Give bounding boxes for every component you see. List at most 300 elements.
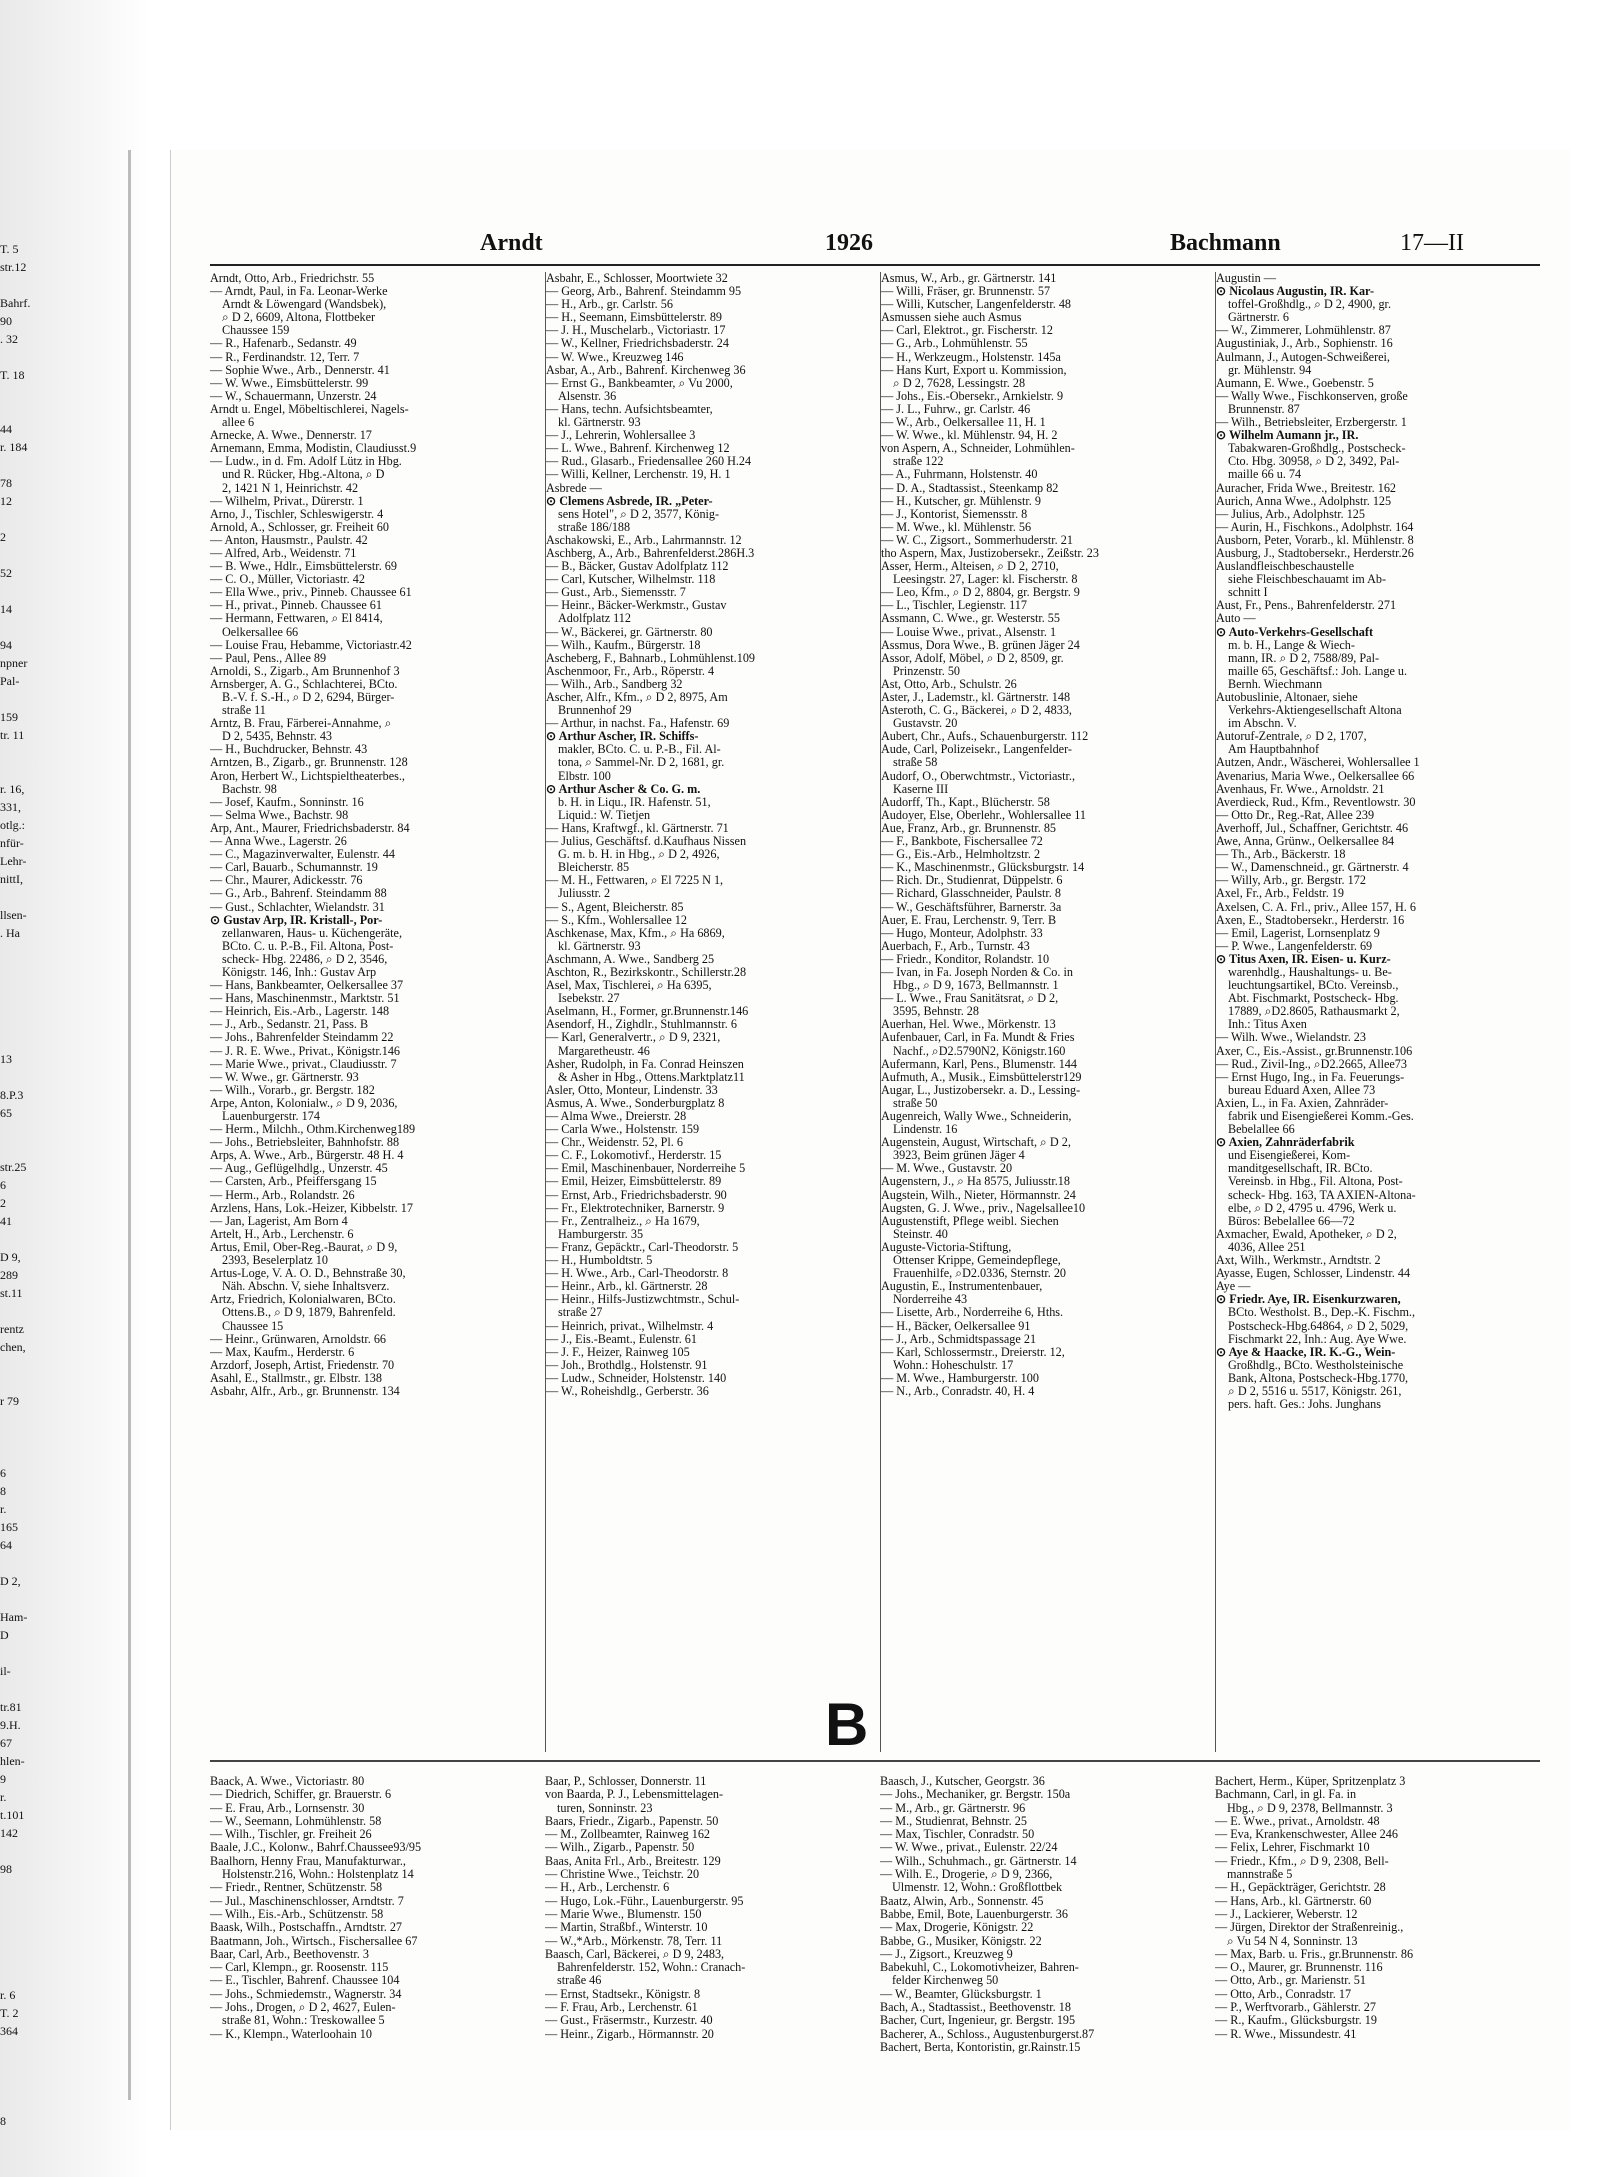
directory-entry: Augsten, G. J. Wwe., priv., Nagelsallee10	[881, 1201, 1086, 1215]
directory-entry: Aude, Carl, Polizeisekr., Langenfelder-	[881, 743, 1072, 757]
directory-entry: turen, Sonninstr. 23	[557, 1801, 653, 1815]
directory-entry: Adolfplatz 112	[558, 612, 631, 626]
directory-entry: — Louise Wwe., privat., Alsenstr. 1	[881, 625, 1057, 639]
directory-entry: — Gust., Fräsermstr., Kurzestr. 40	[545, 2014, 713, 2028]
margin-fragment: tr.81	[0, 1700, 22, 1714]
directory-entry: — W., Seemann, Lohmühlenstr. 58	[210, 1814, 382, 1828]
directory-entry: — M. Wwe., kl. Mühlenstr. 56	[881, 520, 1032, 534]
directory-entry: — Carla Wwe., Holstenstr. 159	[546, 1123, 700, 1137]
directory-entry: Ausborn, Peter, Vorarb., kl. Mühlenstr. 8	[1216, 533, 1414, 547]
directory-entry: — Aurin, H., Fischkons., Adolphstr. 164	[1216, 520, 1414, 534]
directory-entry: — M. Wwe., Gustavstr. 20	[881, 1162, 1013, 1176]
directory-entry: — Carl, Klempn., gr. Roosenstr. 115	[210, 1961, 389, 1975]
directory-entry: Abt. Fischmarkt, Postscheck- Hbg.	[1228, 992, 1399, 1006]
margin-fragment	[0, 2076, 120, 2094]
directory-entry: ⌕ D 2, 5516 u. 5517, Königstr. 261,	[1228, 1384, 1402, 1398]
previous-page-margin-fragments	[0, 240, 120, 2130]
directory-entry: — Louise Frau, Hebamme, Victoriastr.42	[210, 638, 412, 652]
directory-entry: ⊙ Arthur Ascher & Co. G. m.	[546, 782, 701, 796]
directory-entry: Ausburg, J., Stadtobersekr., Herderstr.26	[1216, 546, 1414, 560]
directory-entry: Margaretheustr. 46	[558, 1044, 650, 1058]
directory-entry: Aschton, R., Bezirkskontr., Schillerstr.28	[546, 965, 747, 979]
directory-entry: Arnemann, Emma, Modistin, Claudiusst.9	[210, 442, 417, 456]
directory-entry: — W., Kellner, Friedrichsbaderstr. 24	[546, 337, 729, 351]
directory-entry: ⊙ Nicolaus Augustin, IR. Kar-	[1216, 285, 1375, 299]
directory-entry: — Anna Wwe., Lagerstr. 26	[210, 835, 347, 849]
directory-entry: Bernh. Wiechmann	[1228, 677, 1323, 691]
directory-entry: Asendorf, H., Zighdlr., Stuhlmannstr. 6	[546, 1018, 737, 1032]
directory-entry: — H., Seemann, Eimsbüttelerstr. 89	[546, 311, 723, 325]
margin-fragment	[0, 762, 120, 780]
directory-entry: — Carl, Elektrot., gr. Fischerstr. 12	[881, 324, 1053, 338]
directory-entry: — Fr., Zentralheiz., ⌕ Ha 1679,	[546, 1214, 700, 1228]
directory-entry: — Heinrich, privat., Wilhelmstr. 4	[546, 1319, 714, 1333]
directory-entry: ⌕ D 2, 6609, Altona, Flottbeker	[222, 311, 376, 325]
margin-fragment	[0, 384, 120, 402]
page-fold-line	[128, 150, 131, 2100]
margin-fragment: T. 18	[0, 368, 25, 382]
directory-entry: Assor, Adolf, Möbel, ⌕ D 2, 8509, gr.	[881, 651, 1064, 665]
directory-entry: Hbg., ⌕ D 9, 1673, Bellmannstr. 1	[893, 979, 1059, 993]
directory-entry: — Johs., Betriebsleiter, Bahnhofstr. 88	[210, 1136, 400, 1150]
directory-entry: Chaussee 159	[222, 324, 290, 338]
directory-entry: pers. haft. Ges.: Johs. Junghans	[1228, 1398, 1382, 1412]
directory-entry: — M., Zollbeamter, Rainweg 162	[545, 1828, 711, 1842]
directory-entry: — Eva, Krankenschwester, Allee 246	[1215, 1828, 1398, 1842]
directory-entry: — Jul., Maschinenschlosser, Arndtstr. 7	[210, 1894, 404, 1908]
directory-entry: Liquid.: W. Tietjen	[558, 808, 651, 822]
directory-entry: — Friedr., Kfm., ⌕ D 9, 2308, Bell-	[1215, 1854, 1389, 1868]
directory-entry: — Willi, Kutscher, Langenfelderstr. 48	[881, 298, 1072, 312]
directory-entry: — Carsten, Arb., Pfeiffersgang 15	[210, 1175, 377, 1189]
directory-entry: gr. Mühlenstr. 94	[1228, 363, 1312, 377]
directory-entry: straße 186/188	[558, 520, 631, 534]
directory-entry: Baack, A. Wwe., Victoriastr. 80	[210, 1775, 365, 1788]
directory-entry: — Hans, Maschinenmstr., Marktstr. 51	[210, 992, 400, 1006]
directory-entry: — Ernst, Arb., Friedrichsbaderstr. 90	[546, 1188, 727, 1202]
directory-entry: — W. Wwe., privat., Eulenstr. 22/24	[880, 1841, 1058, 1855]
directory-entry: — Hermann, Fettwaren, ⌕ El 8414,	[210, 612, 383, 626]
directory-entry: Artus-Loge, V. A. O. D., Behnstraße 30,	[210, 1267, 406, 1281]
directory-entry: — H., Buchdrucker, Behnstr. 43	[210, 743, 368, 757]
directory-entry: Asbrede —	[546, 481, 602, 495]
directory-entry: Augenstern, J., ⌕ Ha 8575, Juliusstr.18	[881, 1175, 1070, 1189]
directory-entry: — Friedr., Rentner, Schützenstr. 58	[210, 1881, 383, 1895]
directory-entry: — Herm., Arb., Rolandstr. 26	[210, 1188, 355, 1202]
margin-fragment	[0, 456, 120, 474]
margin-fragment: nfür-	[0, 836, 24, 850]
directory-entry: Gärtnerstr. 6	[1228, 311, 1289, 325]
directory-entry: Am Hauptbahnhof	[1228, 743, 1320, 757]
directory-entry: 3923, Beim grünen Jäger 4	[893, 1149, 1025, 1163]
margin-fragment	[0, 996, 120, 1014]
directory-entry: — Josef, Kaufm., Sonninstr. 16	[210, 795, 364, 809]
directory-entry: scheck- Hbg. 163, TA AXIEN-Altona-	[1228, 1188, 1416, 1202]
directory-entry: BCto. C. u. P.-B., Fil. Altona, Post-	[222, 939, 394, 953]
directory-entry: — Marie Wwe., privat., Claudiusstr. 7	[210, 1057, 397, 1071]
directory-entry: Asbar, A., Arb., Bahrenf. Kirchenweg 36	[546, 363, 746, 377]
margin-fragment: r.	[0, 1502, 7, 1516]
margin-fragment: 94	[0, 638, 12, 652]
directory-entry: — Fr., Elektrotechniker, Barnerstr. 9	[546, 1201, 725, 1215]
margin-fragment	[0, 1950, 120, 1968]
directory-entry: — Carl, Kutscher, Wilhelmstr. 118	[546, 573, 716, 587]
directory-entry: — Wilh., Kaufm., Bürgerstr. 18	[546, 638, 701, 652]
directory-entry: Arntzen, B., Zigarb., gr. Brunnenstr. 128	[210, 756, 408, 770]
directory-entry: — P., Werftvorarb., Gählerstr. 27	[1215, 2001, 1376, 2015]
directory-entry: Vereinsb. in Hbg., Fil. Altona, Post-	[1228, 1175, 1403, 1189]
directory-entry: Augustenstift, Pflege weibl. Siechen	[881, 1214, 1059, 1228]
directory-entry: ⊙ Titus Axen, IR. Eisen- u. Kurz-	[1216, 952, 1391, 966]
margin-fragment: rentz	[0, 1322, 24, 1336]
directory-entry: — Heinrich, Eis.-Arb., Lagerstr. 148	[210, 1005, 390, 1019]
directory-entry: Auerbach, F., Arb., Turnstr. 43	[881, 939, 1030, 953]
directory-entry: Arndt u. Engel, Möbeltischlerei, Nagels-	[210, 402, 409, 416]
directory-entry: Oelkersallee 66	[222, 625, 299, 639]
directory-entry: — Joh., Brothdlg., Holstenstr. 91	[546, 1358, 708, 1372]
directory-columns-a	[210, 272, 1540, 1752]
directory-entry: — H., Kutscher, gr. Mühlenstr. 9	[881, 494, 1041, 508]
margin-fragment: 142	[0, 1826, 18, 1840]
directory-entry: & Asher in Hbg., Ottens.Marktplatz11	[558, 1070, 745, 1084]
margin-fragment: str.12	[0, 260, 27, 274]
directory-entry: — R., Kaufm., Glücksburgstr. 19	[1215, 2014, 1377, 2028]
directory-entry: — Gust., Schlachter, Wielandstr. 31	[210, 900, 385, 914]
directory-entry: — Johs., Eis.-Obersekr., Arnkielstr. 9	[881, 389, 1064, 403]
directory-entry: Asel, Max, Tischlerei, ⌕ Ha 6395,	[546, 979, 712, 993]
directory-entry: Asler, Otto, Monteur, Lindenstr. 33	[546, 1083, 718, 1097]
directory-entry: — W.,*Arb., Mörkenstr. 78, Terr. 11	[545, 1934, 723, 1948]
directory-entry: — W., Roheishdlg., Gerberstr. 36	[546, 1384, 709, 1398]
directory-entry: — Hugo, Lok.-Führ., Lauenburgerstr. 95	[545, 1894, 744, 1908]
margin-fragment: 6	[0, 1178, 6, 1192]
directory-entry: Kaserne III	[893, 782, 949, 796]
directory-entry: Axer, C., Eis.-Assist., gr.Brunnenstr.106	[1216, 1044, 1413, 1058]
directory-entry: Ottens.B., ⌕ D 9, 1879, Bahrenfeld.	[222, 1306, 396, 1320]
directory-entry: Avenarius, Maria Wwe., Oelkersallee 66	[1216, 769, 1415, 783]
directory-entry: — H., privat., Pinneb. Chaussee 61	[210, 599, 382, 613]
directory-entry: Awe, Anna, Grünw., Oelkersallee 84	[1216, 835, 1395, 849]
directory-entry: — S., Kfm., Wohlersallee 12	[546, 913, 687, 927]
directory-entry: im Abschn. V.	[1228, 717, 1297, 731]
directory-entry: ⊙ Arthur Ascher, IR. Schiffs-	[546, 730, 699, 744]
directory-entry: — J., Arb., Schmidtspassage 21	[881, 1332, 1037, 1346]
margin-fragment: tr. 11	[0, 728, 25, 742]
margin-fragment	[0, 1122, 120, 1140]
directory-entry: Wohn.: Hoheschulstr. 17	[893, 1358, 1014, 1372]
directory-entry: Bacher, Curt, Ingenieur, gr. Bergstr. 195	[880, 2014, 1076, 2028]
directory-entry: — W. Wwe., Kreuzweg 146	[546, 350, 684, 364]
directory-entry: — Hugo, Monteur, Adolphstr. 33	[881, 926, 1043, 940]
margin-fragment: D 9,	[0, 1250, 21, 1264]
directory-entry: — Georg, Arb., Bahrenf. Steindamm 95	[546, 285, 742, 299]
directory-entry: — G., Eis.-Arb., Helmholtzstr. 2	[881, 848, 1041, 862]
directory-entry: — Heinr., Zigarb., Hörmannstr. 20	[545, 2027, 714, 2041]
directory-entry: — J. H., Muschelarb., Victoriastr. 17	[546, 324, 726, 338]
column-1	[210, 272, 525, 1752]
directory-entry: Augustiniak, J., Arb., Sophienstr. 16	[1216, 337, 1393, 351]
directory-entry: und Eisengießerei, Kom-	[1228, 1149, 1351, 1163]
directory-entry: straße 27	[558, 1306, 603, 1320]
directory-entry: toffel-Großhdlg., ⌕ D 2, 4900, gr.	[1228, 298, 1391, 312]
directory-entry: — Aug., Geflügelhdlg., Unzerstr. 45	[210, 1162, 388, 1176]
header-last-entry: Bachmann	[1170, 230, 1281, 256]
directory-entry: Chaussee 15	[222, 1319, 284, 1333]
directory-entry: Asteroth, C. G., Bäckerei, ⌕ D 2, 4833,	[881, 704, 1072, 718]
directory-entry: Brunnenhof 29	[558, 704, 632, 718]
directory-entry: — Wilh., Zigarb., Papenstr. 50	[545, 1841, 695, 1855]
directory-entry: — Franz, Gepäcktr., Carl-Theodorstr. 5	[546, 1240, 739, 1254]
header-rule	[210, 264, 1540, 266]
directory-entry: — Paul, Pens., Allee 89	[210, 651, 327, 665]
directory-entry: — Max, Barb. u. Fris., gr.Brunnenstr. 86	[1215, 1947, 1414, 1961]
b-column-4	[1215, 1775, 1530, 2095]
directory-entry: — P. Wwe., Langenfelderstr. 69	[1216, 939, 1373, 953]
margin-fragment	[0, 2094, 120, 2112]
directory-entry: — Willi, Fräser, gr. Brunnenstr. 57	[881, 285, 1051, 299]
directory-entry: — C. F., Lokomotivf., Herderstr. 15	[546, 1149, 722, 1163]
column-3	[880, 272, 1196, 1752]
directory-entry: Asmus, A. Wwe., Sonderburgplatz 8	[546, 1096, 725, 1110]
directory-entry: B.-V. f. S.-H., ⌕ D 2, 6294, Bürger-	[222, 691, 395, 704]
directory-entry: Assmus, Dora Wwe., B. grünen Jäger 24	[881, 638, 1080, 652]
directory-entry: Auto —	[1216, 612, 1256, 626]
directory-entry: — W., Geschäftsführer, Barnerstr. 3a	[881, 900, 1062, 914]
directory-entry: — W., Zimmerer, Lohmühlenstr. 87	[1216, 324, 1391, 338]
directory-entry: — C. O., Müller, Victoriastr. 42	[210, 573, 365, 587]
directory-entry: — Rud., Zivil-Ing., ⌕D2.2665, Allee73	[1216, 1057, 1407, 1071]
directory-entry: — D. A., Stadtassist., Steenkamp 82	[881, 481, 1059, 495]
directory-entry: elbe, ⌕ D 2, 4795 u. 4796, Werk u.	[1228, 1201, 1397, 1215]
margin-fragment: 78	[0, 476, 12, 490]
directory-entry: Asser, Herm., Alteisen, ⌕ D 2, 2710,	[881, 560, 1059, 574]
directory-entry: 3595, Behnstr. 28	[893, 1005, 979, 1019]
directory-entry: Axel, Fr., Arb., Feldstr. 19	[1216, 887, 1344, 901]
directory-entry: Baale, J.C., Kolonw., Bahrf.Chaussee93/95	[210, 1841, 422, 1855]
margin-fragment: 8	[0, 1484, 6, 1498]
directory-entry: — B., Bäcker, Gustav Adolfplatz 112	[546, 560, 729, 574]
directory-entry: Aurich, Anna Wwe., Adolphstr. 125	[1216, 494, 1392, 508]
directory-entry: tona, ⌕ Sammel-Nr. D 2, 1681, gr.	[558, 756, 725, 770]
directory-entry: 2393, Beselerplatz 10	[222, 1254, 328, 1268]
directory-entry: bureau Eduard Axen, Allee 73	[1228, 1083, 1376, 1097]
directory-entry: — G., Arb., Lohmühlenstr. 55	[881, 337, 1028, 351]
directory-entry: Artz, Friedrich, Kolonialwaren, BCto.	[210, 1293, 396, 1307]
margin-fragment: r. 16,	[0, 782, 25, 796]
directory-entry: — Herm., Milchh., Othm.Kirchenweg189	[210, 1123, 416, 1137]
directory-entry: Auguste-Victoria-Stiftung,	[881, 1240, 1012, 1254]
directory-entry: Aufenbauer, Carl, in Fa. Mundt & Fries	[881, 1031, 1075, 1045]
directory-entry: Brunnenstr. 87	[1228, 402, 1300, 416]
directory-entry: Baars, Friedr., Zigarb., Papenstr. 50	[545, 1814, 719, 1828]
directory-entry: Augustin, E., Instrumentenbauer,	[881, 1280, 1043, 1294]
directory-entry: Verkehrs-Aktiengesellschaft Altona	[1228, 704, 1402, 718]
margin-fragment: . Ha	[0, 926, 20, 940]
directory-entry: — Friedr., Konditor, Rolandstr. 10	[881, 952, 1050, 966]
directory-entry: maille 65, Geschäftsf.: Joh. Lange u.	[1228, 664, 1408, 678]
directory-entry: — Wilh., Eis.-Arb., Schützenstr. 58	[210, 1907, 384, 1921]
directory-entry: — Otto, Arb., gr. Marienstr. 51	[1215, 1974, 1366, 1988]
margin-fragment: hlen-	[0, 1754, 25, 1768]
directory-entry: Aschenmoor, Fr., Arb., Röperstr. 4	[546, 664, 715, 678]
margin-fragment: chen,	[0, 1340, 26, 1354]
directory-entry: — Ludw., in d. Fm. Adolf Lütz in Hbg.	[210, 455, 402, 469]
directory-entry: Auracher, Frida Wwe., Breitestr. 162	[1216, 481, 1397, 495]
directory-entry: Frauenhilfe, ⌕D2.0336, Sternstr. 20	[893, 1267, 1067, 1281]
directory-entry: D 2, 5435, Behnstr. 43	[222, 730, 333, 744]
directory-entry: — Alfred, Arb., Weidenstr. 71	[210, 546, 357, 560]
directory-entry: manditgesellschaft, IR. BCto.	[1228, 1162, 1373, 1176]
margin-fragment: r. 6	[0, 1988, 16, 2002]
directory-entry: — Hans, techn. Aufsichtsbeamter,	[546, 402, 713, 416]
directory-entry: — R., Hafenarb., Sedanstr. 49	[210, 337, 357, 351]
directory-entry: Aulmann, J., Autogen-Schweißerei,	[1216, 350, 1390, 364]
directory-entry: — Wilh., Tischler, gr. Freiheit 26	[210, 1828, 372, 1842]
directory-entry: Baasch, J., Kutscher, Georgstr. 36	[880, 1775, 1045, 1788]
directory-entry: — E., Tischler, Bahrenf. Chaussee 104	[210, 1974, 400, 1988]
directory-entry: — Marie Wwe., Blumenstr. 150	[545, 1907, 702, 1921]
directory-entry: ⊙ Wilhelm Aumann jr., IR.	[1216, 429, 1359, 443]
margin-fragment: 8.P.3	[0, 1088, 24, 1102]
directory-entry: — Gust., Arb., Siemensstr. 7	[546, 586, 686, 600]
directory-entry: — H., Humboldtstr. 5	[546, 1254, 653, 1268]
directory-entry: Ast, Otto, Arb., Schulstr. 26	[881, 677, 1017, 691]
directory-entry: Holstenstr.216, Wohn.: Holstenplatz 14	[222, 1868, 414, 1882]
margin-fragment	[0, 1644, 120, 1662]
margin-fragment: 14	[0, 602, 12, 616]
margin-fragment	[0, 348, 120, 366]
directory-entry: Gustavstr. 20	[893, 717, 958, 731]
directory-entry: Cto. Hbg. 30958, ⌕ D 2, 3492, Pal-	[1228, 455, 1400, 469]
margin-fragment: t.101	[0, 1808, 25, 1822]
margin-fragment: il-	[0, 1664, 11, 1678]
directory-entry: — J. F., Heizer, Rainweg 105	[546, 1345, 690, 1359]
margin-fragment	[0, 1302, 120, 1320]
directory-entry: — Johs., Bahrenfelder Steindamm 22	[210, 1031, 394, 1045]
directory-entry: — Lisette, Arb., Norderreihe 6, Hths.	[881, 1306, 1064, 1320]
directory-entry: Arps, A. Wwe., Arb., Bürgerstr. 48 H. 4	[210, 1149, 404, 1163]
directory-entry: Näh. Abschn. V, siehe Inhaltsverz.	[222, 1280, 390, 1294]
directory-entry: Auer, E. Frau, Lerchenstr. 9, Terr. B	[881, 913, 1057, 927]
directory-entry: Arndt, Otto, Arb., Friedrichstr. 55	[210, 272, 375, 285]
margin-fragment: D 2,	[0, 1574, 21, 1588]
directory-entry: Axelsen, C. A. Frl., priv., Allee 157, H. 6	[1216, 900, 1416, 914]
directory-entry: Hbg., ⌕ D 9, 2378, Bellmannstr. 3	[1227, 1801, 1393, 1815]
margin-fragment	[0, 1410, 120, 1428]
directory-entry: leuchtungsartikel, BCto. Vereinsb.,	[1228, 979, 1399, 993]
directory-entry: — W. Wwe., Eimsbüttelerstr. 99	[210, 376, 369, 390]
directory-entry: — K., Maschinenmstr., Glücksburgstr. 14	[881, 861, 1085, 875]
directory-entry: mannstraße 5	[1227, 1868, 1293, 1882]
margin-fragment	[0, 1356, 120, 1374]
directory-entry: Augenstein, August, Wirtschaft, ⌕ D 2,	[881, 1136, 1071, 1150]
directory-entry: — Leo, Kfm., ⌕ D 2, 8804, gr. Bergstr. 9	[881, 586, 1080, 600]
directory-entry: — A., Fuhrmann, Holstenstr. 40	[881, 468, 1038, 482]
margin-fragment	[0, 582, 120, 600]
directory-entry: Artus, Emil, Ober-Reg.-Baurat, ⌕ D 9,	[210, 1240, 398, 1254]
directory-entry: Asbahr, Alfr., Arb., gr. Brunnenstr. 134	[210, 1384, 400, 1398]
directory-entry: — J., Eis.-Beamt., Eulenstr. 61	[546, 1332, 697, 1346]
directory-entry: — Max, Tischler, Conradstr. 50	[880, 1828, 1035, 1842]
directory-entry: — G., Arb., Bahrenf. Steindamm 88	[210, 887, 387, 901]
margin-fragment	[0, 690, 120, 708]
directory-entry: — Willy, Arb., gr. Bergstr. 172	[1216, 874, 1366, 888]
directory-entry: ⊙ Gustav Arp, IR. Kristall-, Por-	[210, 913, 383, 927]
margin-fragment	[0, 1680, 120, 1698]
directory-entry: ⊙ Clemens Asbrede, IR. „Peter-	[546, 494, 713, 508]
directory-entry: — Martin, Straßbf., Winterstr. 10	[545, 1921, 708, 1935]
directory-entry: Arp, Ant., Maurer, Friedrichsbaderstr. 84	[210, 821, 410, 835]
directory-entry: — Wilh., Arb., Sandberg 32	[546, 677, 683, 691]
directory-entry: mann, IR. ⌕ D 2, 7588/89, Pal-	[1228, 651, 1380, 665]
directory-entry: Babbe, G., Musiker, Königstr. 22	[880, 1934, 1042, 1948]
directory-entry: Norderreihe 43	[893, 1293, 968, 1307]
margin-fragment: 6	[0, 1466, 6, 1480]
margin-fragment: llsen-	[0, 908, 27, 922]
directory-entry: Baatz, Alwin, Arb., Sonnenstr. 45	[880, 1894, 1044, 1908]
directory-entry: — M., Arb., gr. Gärtnerstr. 96	[880, 1801, 1026, 1815]
directory-entry: — Jürgen, Direktor der Straßenreinig.,	[1215, 1921, 1404, 1935]
directory-entry: makler, BCto. C. u. P.-B., Fil. Al-	[558, 743, 721, 757]
directory-entry: Baas, Anita Frl., Arb., Breitestr. 129	[545, 1854, 721, 1868]
directory-entry: Artelt, H., Arb., Lerchenstr. 6	[210, 1227, 354, 1241]
directory-entry: Lauenburgerstr. 174	[222, 1110, 320, 1123]
directory-entry: Ayasse, Eugen, Schlosser, Lindenstr. 44	[1216, 1267, 1411, 1281]
directory-entry: — Hans, Bankbeamter, Oelkersallee 37	[210, 979, 404, 993]
directory-entry: Leesingstr. 27, Lager: kl. Fischerstr. 8	[893, 573, 1078, 587]
directory-entry: 17889, ⌕D2.8605, Rathausmarkt 2,	[1228, 1005, 1400, 1019]
directory-entry: tho Aspern, Max, Justizobersekr., Zeißstr. 23	[881, 546, 1099, 560]
directory-entry: ⌕ Vu 54 N 4, Sonninstr. 13	[1227, 1934, 1358, 1948]
directory-entry: — Johs., Drogen, ⌕ D 2, 4627, Eulen-	[210, 2001, 396, 2015]
directory-entry: Isebekstr. 27	[558, 992, 620, 1006]
directory-entry: Elbstr. 100	[558, 769, 611, 783]
margin-fragment: 41	[0, 1214, 12, 1228]
directory-entry: — Ernst Hugo, Ing., in Fa. Feuerungs-	[1216, 1070, 1405, 1084]
margin-fragment: npner	[0, 656, 28, 670]
directory-entry: — H. Wwe., Arb., Carl-Theodorstr. 8	[546, 1267, 729, 1281]
margin-fragment: 98	[0, 1862, 12, 1876]
directory-entry: ⊙ Friedr. Aye, IR. Eisenkurzwaren,	[1216, 1293, 1401, 1307]
margin-fragment	[0, 1878, 120, 1896]
directory-entry: Aselmann, H., Former, gr.Brunnenstr.146	[546, 1005, 749, 1019]
directory-entry: — J., Zigsort., Kreuzweg 9	[880, 1947, 1013, 1961]
directory-entry: — N., Arb., Conradstr. 40, H. 4	[881, 1384, 1035, 1398]
directory-entry: G. m. b. H. in Hbg., ⌕ D 2, 4926,	[558, 848, 720, 862]
directory-entry: Bank, Altona, Postscheck-Hbg.1770,	[1228, 1371, 1409, 1385]
directory-entry: — Heinr., Bäcker-Werkmstr., Gustav	[546, 599, 727, 613]
directory-entry: straße 50	[893, 1096, 938, 1110]
directory-entry: — E. Wwe., privat., Arnoldstr. 48	[1215, 1814, 1380, 1828]
margin-fragment	[0, 1014, 120, 1032]
directory-entry: — Julius, Geschäftsf. d.Kaufhaus Nissen	[546, 835, 747, 849]
directory-entry: — Felix, Lehrer, Fischmarkt 10	[1215, 1841, 1370, 1855]
directory-entry: Aye —	[1216, 1280, 1251, 1294]
section-letter: B	[825, 1691, 869, 1758]
directory-entry: und R. Rücker, Hbg.-Altona, ⌕ D	[222, 468, 385, 482]
margin-fragment	[0, 1842, 120, 1860]
directory-entry: — Th., Arb., Bäckerstr. 18	[1216, 848, 1346, 862]
directory-entry: — J. L., Fuhrw., gr. Carlstr. 46	[881, 402, 1031, 416]
directory-entry: — Wally Wwe., Fischkonserven, große	[1216, 389, 1408, 403]
margin-fragment	[0, 546, 120, 564]
margin-fragment	[0, 402, 120, 420]
margin-fragment: r.	[0, 1790, 7, 1804]
directory-entry: Arnsberger, A. G., Schlachterei, BCto.	[210, 677, 398, 691]
margin-fragment	[0, 978, 120, 996]
directory-entry: — J. R. E. Wwe., Privat., Königstr.146	[210, 1044, 401, 1058]
directory-entry: — W. Wwe., kl. Mühlenstr. 94, H. 2	[881, 429, 1058, 443]
